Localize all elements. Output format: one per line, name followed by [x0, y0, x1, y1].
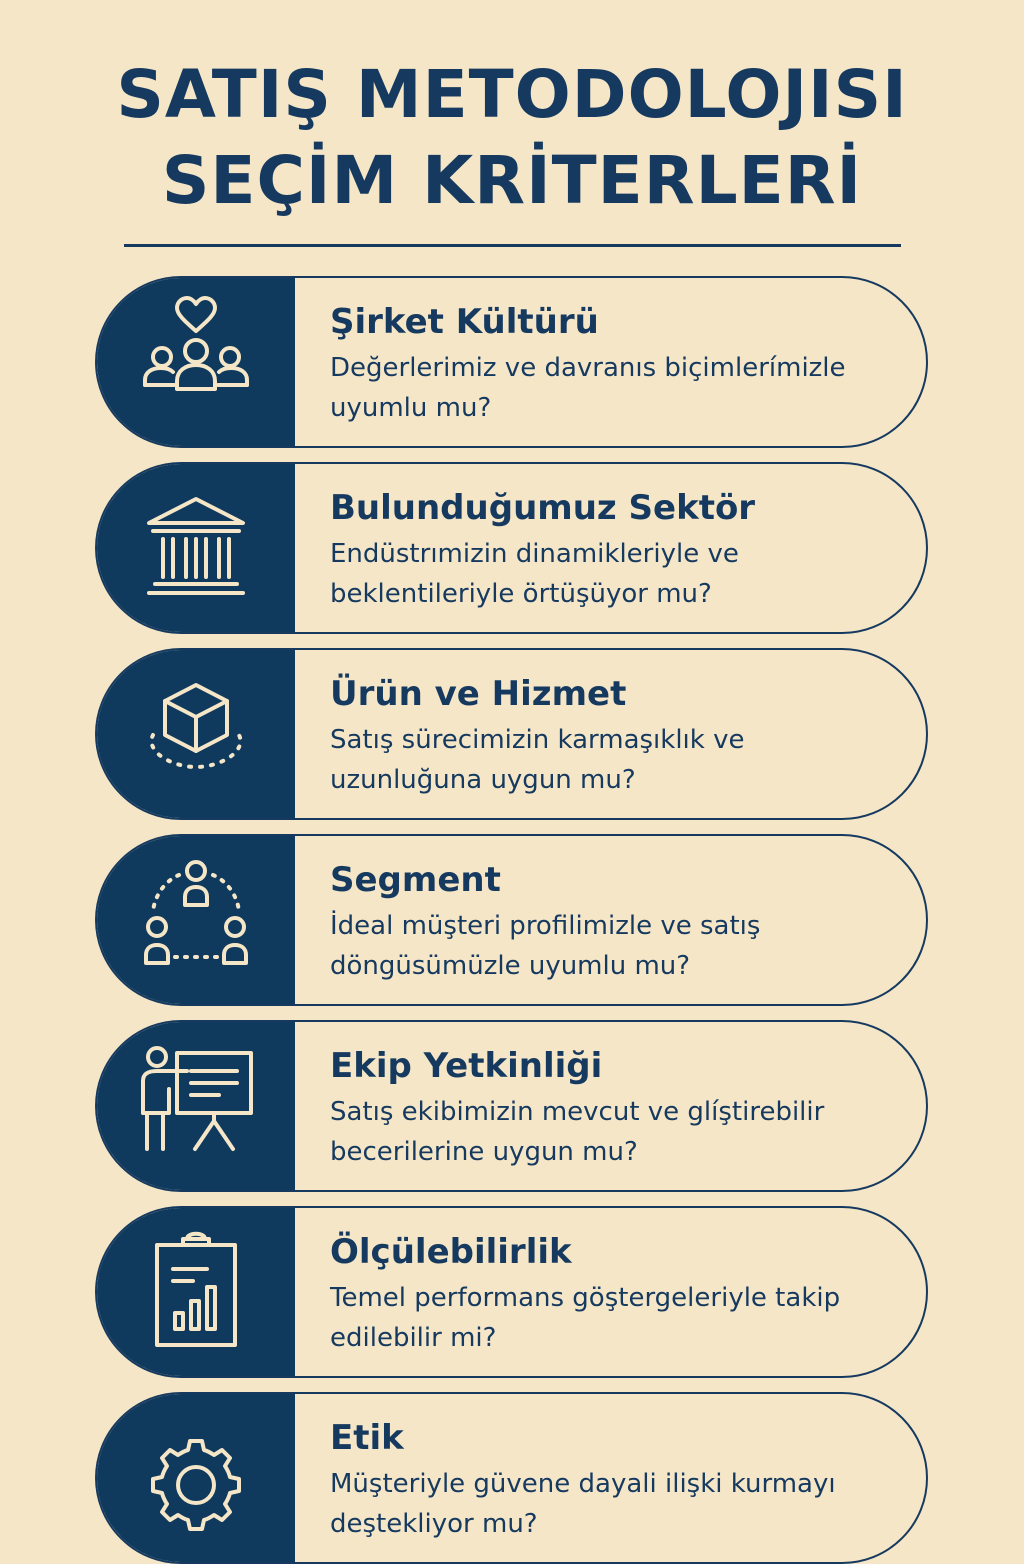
card-title: Segment — [330, 860, 501, 900]
title-divider — [124, 244, 901, 247]
page-title — [0, 52, 1024, 224]
card-title: Bulunduğumuz Sektör — [330, 488, 756, 528]
gear-icon — [135, 1417, 257, 1539]
criteria-card-product-service — [95, 648, 928, 820]
title-line-1: SATIŞ METODOLOJISI — [116, 56, 908, 133]
criteria-card-segment — [95, 834, 928, 1006]
card-icon-panel — [97, 464, 295, 632]
box-cube-icon — [135, 673, 257, 795]
criteria-card-measurability — [95, 1206, 928, 1378]
card-title: Ekip Yetkinliği — [330, 1046, 603, 1086]
title-line-2: SEÇİM KRİTERLERİ — [161, 142, 863, 219]
card-title: Ürün ve Hizmet — [330, 674, 627, 714]
card-icon-panel — [97, 650, 295, 818]
card-description: Müşteriyle güvene dayali ilişki kurmayı deştekliyor mu? — [330, 1469, 836, 1539]
clipboard-chart-icon — [135, 1231, 257, 1353]
presenter-board-icon — [135, 1045, 257, 1167]
card-description: Satış ekibimizin mevcut ve glíştirebilir becerilerine uygun mu? — [330, 1097, 825, 1167]
card-description: Değerlerimiz ve davranıs biçimlerímizle uyumlu mu? — [330, 353, 846, 423]
card-title: Şirket Kültürü — [330, 302, 599, 342]
heart-people-icon — [135, 301, 257, 423]
card-icon-panel — [97, 1394, 295, 1562]
card-title: Etik — [330, 1418, 404, 1458]
card-icon-panel — [97, 278, 295, 446]
criteria-card-sector — [95, 462, 928, 634]
card-description: İdeal müşteri profilimizle ve satış döngüsümüzle uyumlu mu? — [330, 911, 761, 981]
card-icon-panel — [97, 1208, 295, 1376]
card-description: Endüstrımizin dinamikleriyle ve beklentileriyle örtüşüyor mu? — [330, 539, 739, 609]
criteria-card-company-culture — [95, 276, 928, 448]
card-description: Satış sürecimizin karmaşıklık ve uzunluğuna uygun mu? — [330, 725, 745, 795]
card-description: Temel performans göştergeleriyle takip edilebilir mi? — [330, 1283, 841, 1353]
people-network-icon — [135, 859, 257, 981]
card-title: Ölçülebilirlik — [330, 1232, 572, 1272]
criteria-card-ethics — [95, 1392, 928, 1564]
bank-building-icon — [135, 487, 257, 609]
criteria-card-team-competence — [95, 1020, 928, 1192]
card-icon-panel — [97, 836, 295, 1004]
card-icon-panel — [97, 1022, 295, 1190]
